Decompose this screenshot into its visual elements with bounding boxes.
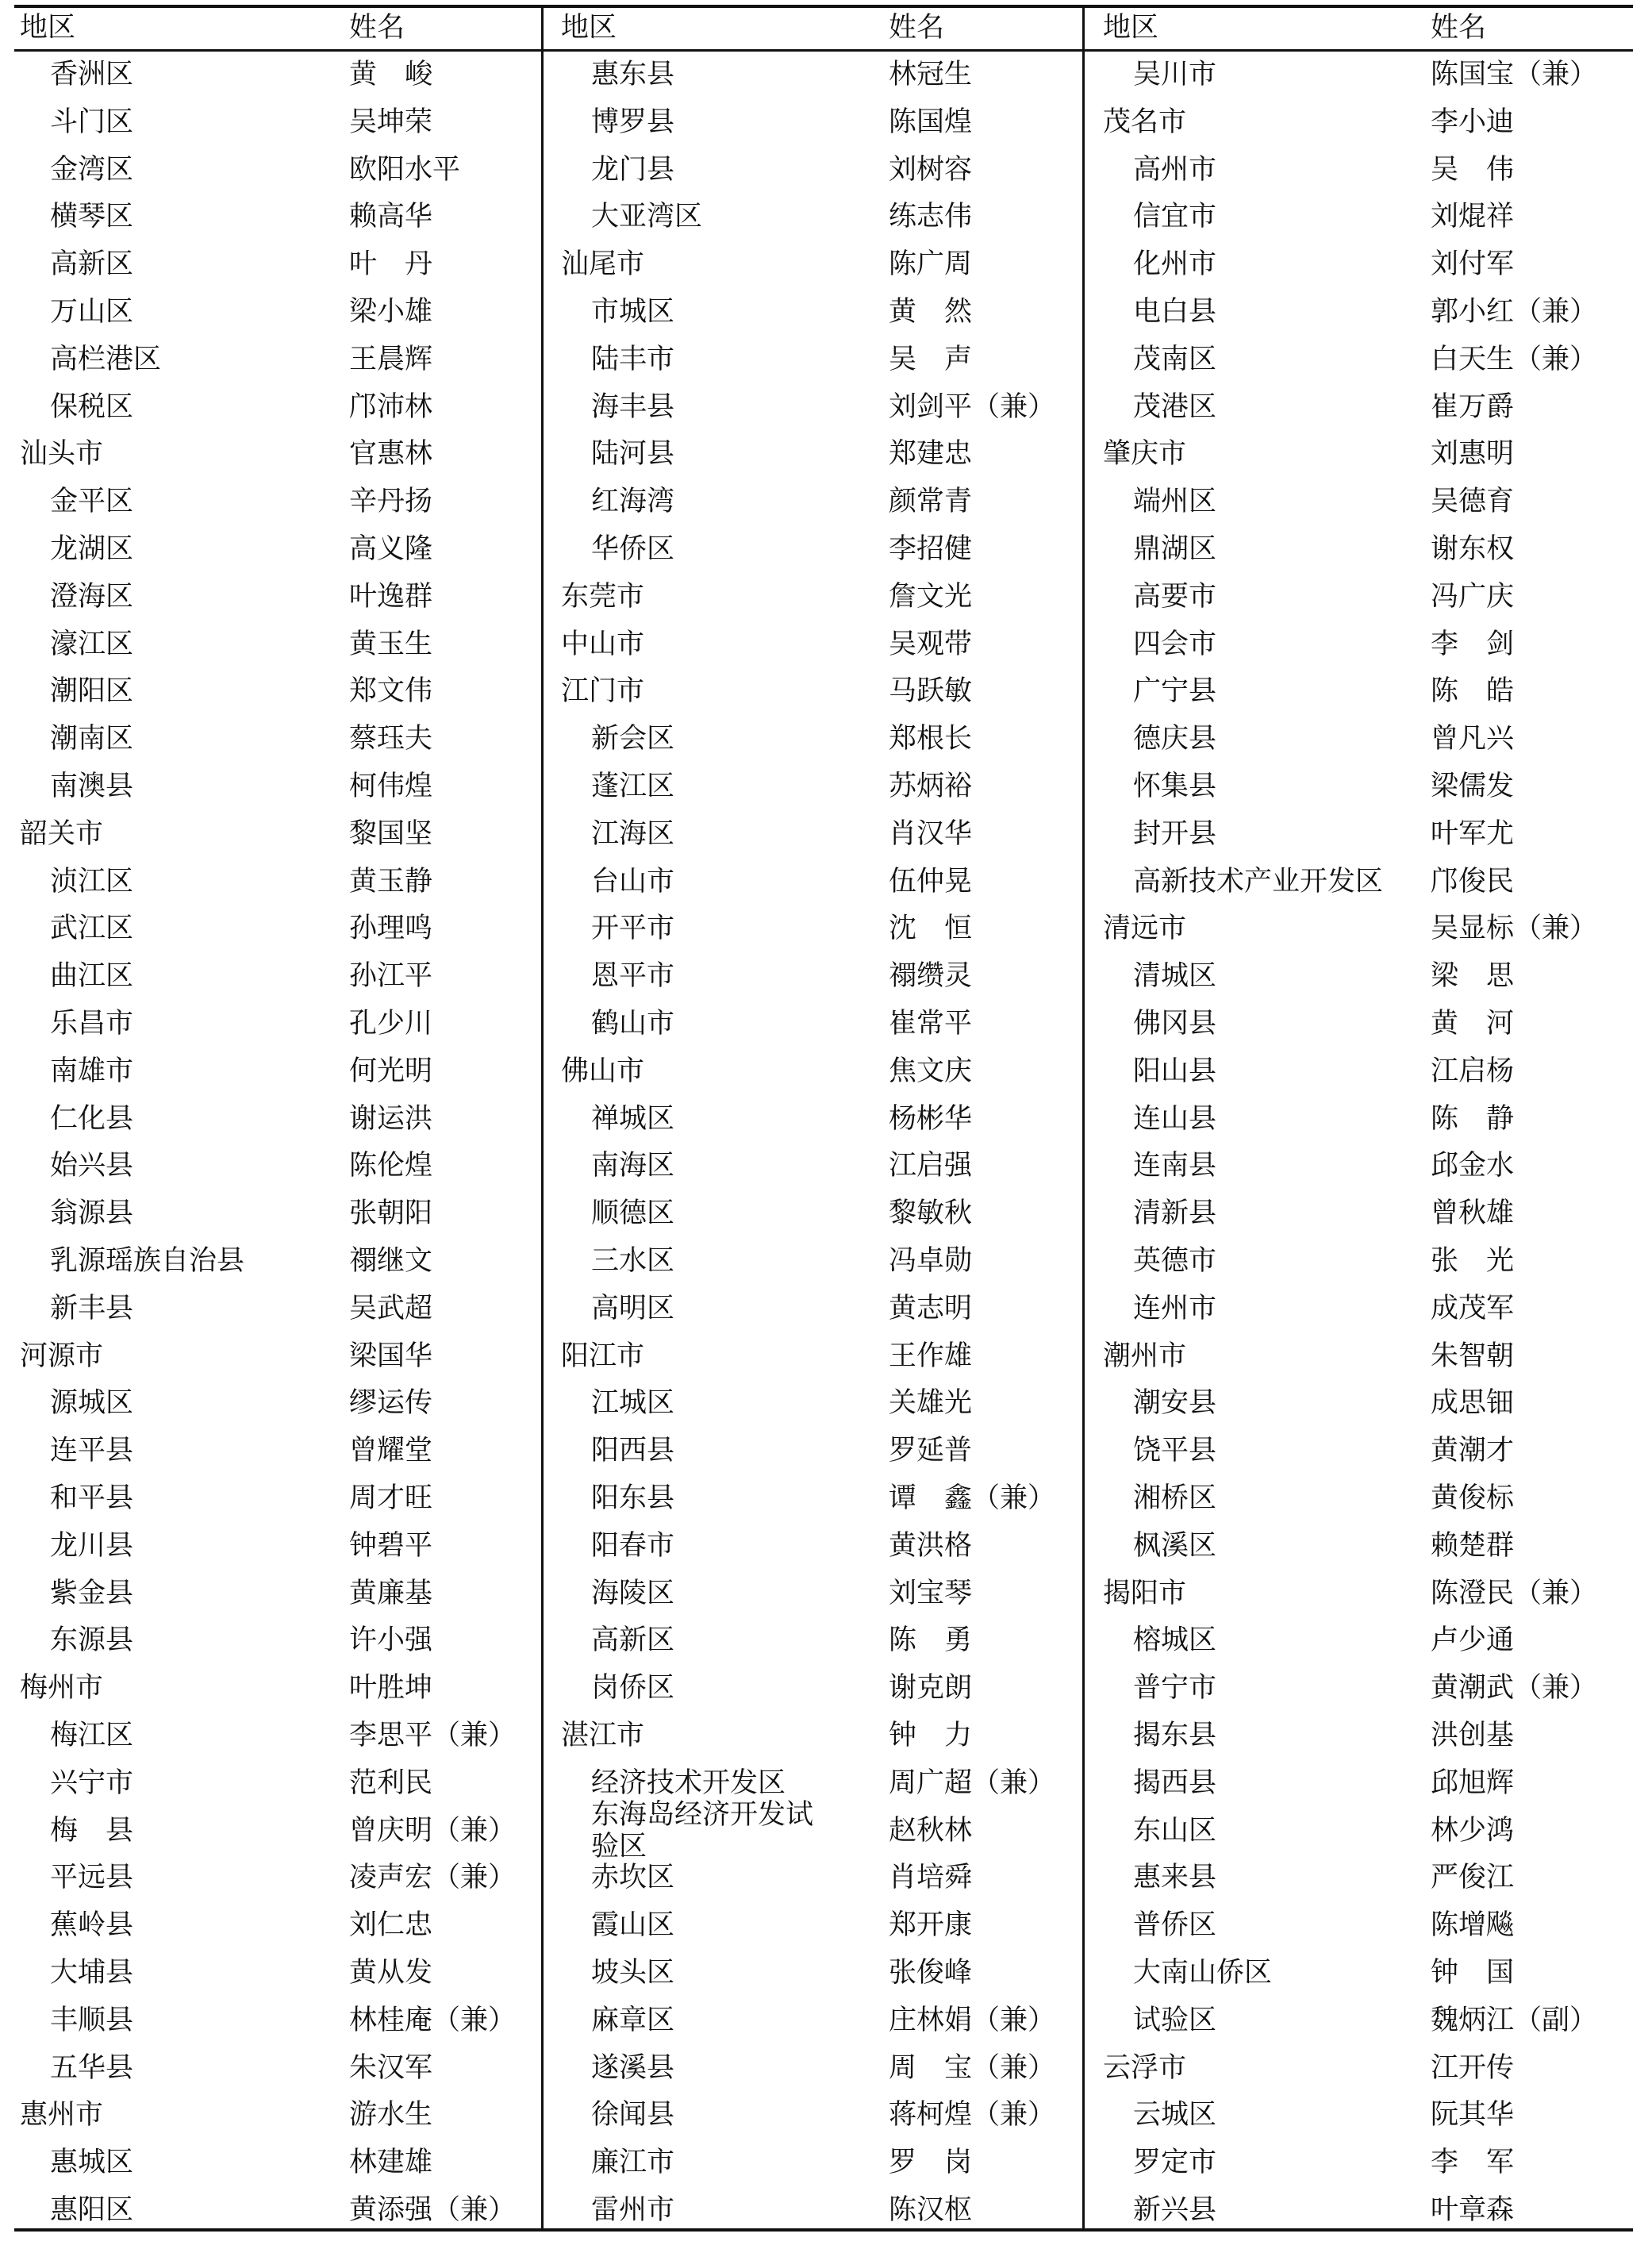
name-cell: 杨彬华: [889, 1102, 973, 1135]
region-cell: 大南山侨区: [1133, 1957, 1273, 1989]
name-cell: 王作雄: [889, 1340, 973, 1372]
region-cell: 高新区: [50, 248, 134, 281]
region-cell: 怀集县: [1133, 771, 1217, 802]
name-cell: 叶章森: [1431, 2194, 1515, 2226]
region-cell: 广宁县: [1133, 675, 1217, 708]
name-cell: 梁国华: [349, 1340, 433, 1372]
region-cell: 仁化县: [50, 1102, 134, 1135]
region-cell: 经济技术开发区: [591, 1766, 786, 1799]
region-cell: 阳江市: [561, 1340, 645, 1372]
region-cell: 四会市: [1133, 628, 1217, 660]
name-cell: 钟碧平: [349, 1529, 433, 1562]
name-cell: 陈广周: [889, 248, 973, 281]
region-cell: 中山市: [561, 628, 645, 660]
region-cell: 电白县: [1133, 296, 1217, 328]
name-cell: 郑开康: [889, 1909, 973, 1942]
name-cell: 崔常平: [889, 1008, 973, 1040]
name-cell: 林冠生: [889, 59, 973, 90]
region-cell: 汕尾市: [561, 248, 645, 281]
name-cell: 何光明: [349, 1055, 433, 1087]
name-cell: 黄 峻: [349, 59, 433, 90]
name-cell: 李思平（兼）: [349, 1720, 517, 1751]
region-cell: 陆河县: [591, 438, 675, 471]
name-cell: 朱智朝: [1431, 1340, 1515, 1372]
name-cell: 许小强: [349, 1624, 433, 1657]
region-cell: 高明区: [591, 1292, 675, 1324]
region-cell: 高栏港区: [50, 343, 162, 375]
region-cell: 惠阳区: [50, 2194, 134, 2226]
region-cell: 蕉岭县: [50, 1909, 134, 1942]
name-cell: 陈汉枢: [889, 2194, 973, 2226]
name-cell: 欧阳水平: [349, 153, 461, 186]
name-cell: 蒋柯煌（兼）: [889, 2099, 1056, 2132]
name-cell: 刘宝琴: [889, 1577, 973, 1609]
region-cell: 新会区: [591, 723, 675, 755]
name-cell: 黄潮武（兼）: [1431, 1672, 1598, 1705]
region-cell: 开平市: [591, 913, 675, 945]
name-cell: 陈国宝（兼）: [1431, 59, 1598, 90]
header-name: 姓名: [349, 12, 405, 44]
region-cell: 武江区: [50, 913, 134, 945]
name-cell: 江开传: [1431, 2051, 1515, 2084]
region-cell: 平远县: [50, 1862, 134, 1894]
region-cell: 南海区: [591, 1150, 675, 1182]
name-cell: 江启强: [889, 1150, 973, 1182]
name-cell: 辛丹扬: [349, 486, 433, 518]
name-cell: 叶胜坤: [349, 1672, 433, 1705]
region-cell: 潮南区: [50, 723, 134, 755]
region-cell: 湘桥区: [1133, 1482, 1217, 1514]
name-cell: 黄从发: [349, 1957, 433, 1989]
name-cell: 马跃敏: [889, 675, 973, 708]
column-divider: [1082, 5, 1085, 2232]
region-cell: 韶关市: [20, 817, 104, 850]
region-cell: 端州区: [1133, 486, 1217, 518]
name-cell: 邝俊民: [1431, 865, 1515, 898]
name-cell: 钟 国: [1431, 1957, 1515, 1989]
region-cell: 普侨区: [1133, 1909, 1217, 1942]
region-cell: 金湾区: [50, 153, 134, 186]
region-cell: 鼎湖区: [1133, 533, 1217, 565]
name-cell: 刘惠明: [1431, 438, 1515, 471]
region-cell: 潮安县: [1133, 1387, 1217, 1420]
name-cell: 吴显标（兼）: [1431, 913, 1598, 945]
name-cell: 官惠林: [349, 438, 433, 471]
name-cell: 肖培舜: [889, 1862, 973, 1894]
region-cell: 翁源县: [50, 1197, 134, 1230]
region-cell: 岗侨区: [591, 1672, 675, 1705]
name-cell: 吴观带: [889, 628, 973, 660]
region-cell: 饶平县: [1133, 1435, 1217, 1467]
name-cell: 林少鸿: [1431, 1814, 1515, 1847]
table-top-rule: [14, 5, 1633, 8]
name-cell: 刘剑平（兼）: [889, 390, 1056, 423]
name-cell: 谢运洪: [349, 1102, 433, 1135]
name-cell: 陈 皓: [1431, 675, 1515, 708]
name-cell: 肖汉华: [889, 817, 973, 850]
name-cell: 黄潮才: [1431, 1435, 1515, 1467]
region-cell: 源城区: [50, 1387, 134, 1420]
name-cell: 焦文庆: [889, 1055, 973, 1087]
region-cell: 罗定市: [1133, 2147, 1217, 2179]
region-cell: 徐闻县: [591, 2099, 675, 2132]
name-cell: 李小迪: [1431, 106, 1515, 138]
name-cell: 缪运传: [349, 1387, 433, 1420]
name-cell: 崔万爵: [1431, 390, 1515, 423]
name-cell: 詹文光: [889, 580, 973, 613]
header-name: 姓名: [1431, 12, 1487, 44]
region-cell: 汕头市: [20, 438, 104, 471]
region-cell: 赤坎区: [591, 1862, 675, 1894]
region-cell: 红海湾: [591, 486, 675, 518]
region-cell: 禅城区: [591, 1102, 675, 1135]
name-cell: 柯伟煌: [349, 771, 433, 802]
name-cell: 林桂庵（兼）: [349, 2004, 517, 2036]
name-cell: 罗 岗: [889, 2147, 973, 2179]
name-cell: 陈澄民（兼）: [1431, 1577, 1598, 1609]
name-cell: 郑建忠: [889, 438, 973, 471]
name-cell: 洪创基: [1431, 1720, 1515, 1751]
region-cell: 横琴区: [50, 201, 134, 233]
name-cell: 黄玉生: [349, 628, 433, 660]
region-cell: 揭阳市: [1103, 1577, 1187, 1609]
region-cell: 普宁市: [1133, 1672, 1217, 1705]
region-cell: 澄海区: [50, 580, 134, 613]
name-cell: 吴坤荣: [349, 106, 433, 138]
name-cell: 陈伦煌: [349, 1150, 433, 1182]
region-cell: 揭东县: [1133, 1720, 1217, 1751]
region-cell: 阳山县: [1133, 1055, 1217, 1087]
name-cell: 陈增飚: [1431, 1909, 1515, 1942]
region-cell: 始兴县: [50, 1150, 134, 1182]
region-cell: 雷州市: [591, 2194, 675, 2226]
name-cell: 李 军: [1431, 2147, 1515, 2179]
name-cell: 庄林娟（兼）: [889, 2004, 1056, 2036]
region-cell: 霞山区: [591, 1909, 675, 1942]
region-cell: 河源市: [20, 1340, 104, 1372]
region-cell: 化州市: [1133, 248, 1217, 281]
name-cell: 梁小雄: [349, 296, 433, 328]
region-cell: 新兴县: [1133, 2194, 1217, 2226]
name-cell: 蔡珏夫: [349, 723, 433, 755]
name-cell: 刘付军: [1431, 248, 1515, 281]
name-cell: 沈 恒: [889, 913, 973, 945]
name-cell: 刘焜祥: [1431, 201, 1515, 233]
region-cell: 兴宁市: [50, 1766, 134, 1799]
name-cell: 吴武超: [349, 1292, 433, 1324]
name-cell: 梁儒发: [1431, 771, 1515, 802]
region-cell: 佛山市: [561, 1055, 645, 1087]
region-cell: 德庆县: [1133, 723, 1217, 755]
region-cell: 茂名市: [1103, 106, 1187, 138]
name-cell: 周才旺: [349, 1482, 433, 1514]
region-cell: 榕城区: [1133, 1624, 1217, 1657]
region-cell: 曲江区: [50, 960, 134, 993]
name-cell: 叶 丹: [349, 248, 433, 281]
header-region: 地区: [1103, 12, 1159, 44]
name-cell: 孙江平: [349, 960, 433, 993]
name-cell: 高义隆: [349, 533, 433, 565]
region-cell: 茂港区: [1133, 390, 1217, 423]
region-cell: 阳东县: [591, 1482, 675, 1514]
region-cell: 东莞市: [561, 580, 645, 613]
name-cell: 郑根长: [889, 723, 973, 755]
name-cell: 严俊江: [1431, 1862, 1515, 1894]
region-cell: 龙湖区: [50, 533, 134, 565]
region-cell: 连平县: [50, 1435, 134, 1467]
header-region: 地区: [20, 12, 76, 44]
region-cell: 大埔县: [50, 1957, 134, 1989]
name-cell: 谢克朗: [889, 1672, 973, 1705]
region-cell: 连南县: [1133, 1150, 1217, 1182]
name-cell: 赵秋林: [889, 1814, 973, 1847]
name-cell: 曾庆明（兼）: [349, 1814, 517, 1847]
region-cell: 海丰县: [591, 390, 675, 423]
name-cell: 孙理鸣: [349, 913, 433, 945]
name-cell: 周广超（兼）: [889, 1766, 1056, 1799]
name-cell: 李 剑: [1431, 628, 1515, 660]
region-cell: 惠来县: [1133, 1862, 1217, 1894]
header-region: 地区: [561, 12, 617, 44]
name-cell: 成茂军: [1431, 1292, 1515, 1324]
name-cell: 冯卓勋: [889, 1245, 973, 1277]
name-cell: 吴 声: [889, 343, 973, 375]
name-cell: 曾凡兴: [1431, 723, 1515, 755]
region-cell: 金平区: [50, 486, 134, 518]
region-cell: 佛冈县: [1133, 1008, 1217, 1040]
name-cell: 张 光: [1431, 1245, 1515, 1277]
name-cell: 白天生（兼）: [1431, 343, 1598, 375]
region-cell: 信宜市: [1133, 201, 1217, 233]
name-cell: 练志伟: [889, 201, 973, 233]
name-cell: 卢少通: [1431, 1624, 1515, 1657]
region-cell: 惠城区: [50, 2147, 134, 2179]
name-cell: 张俊峰: [889, 1957, 973, 1989]
region-cell: 龙川县: [50, 1529, 134, 1562]
name-cell: 陈 静: [1431, 1102, 1515, 1135]
name-cell: 孔少川: [349, 1008, 433, 1040]
region-cell: 濠江区: [50, 628, 134, 660]
region-cell: 吴川市: [1133, 59, 1217, 90]
region-cell: 市城区: [591, 296, 675, 328]
region-cell: 江海区: [591, 817, 675, 850]
region-cell: 万山区: [50, 296, 134, 328]
region-cell: 潮阳区: [50, 675, 134, 708]
region-cell: 惠州市: [20, 2099, 104, 2132]
name-cell: 刘仁忠: [349, 1909, 433, 1942]
region-cell: 大亚湾区: [591, 201, 703, 233]
region-cell: 茂南区: [1133, 343, 1217, 375]
name-cell: 钟 力: [889, 1720, 973, 1751]
name-cell: 苏炳裕: [889, 771, 973, 802]
table-header-rule: [14, 49, 1633, 52]
region-cell: 江门市: [561, 675, 645, 708]
region-cell: 东山区: [1133, 1814, 1217, 1847]
region-cell: 阳春市: [591, 1529, 675, 1562]
region-cell: 博罗县: [591, 106, 675, 138]
region-cell: 连山县: [1133, 1102, 1217, 1135]
name-cell: 吴 伟: [1431, 153, 1515, 186]
name-cell: 郭小红（兼）: [1431, 296, 1598, 328]
region-cell: 揭西县: [1133, 1766, 1217, 1799]
region-cell: 英德市: [1133, 1245, 1217, 1277]
region-cell: 高新区: [591, 1624, 675, 1657]
name-cell: 黎国坚: [349, 817, 433, 850]
column-divider: [541, 5, 544, 2232]
region-cell: 丰顺县: [50, 2004, 134, 2036]
name-cell: 陈 勇: [889, 1624, 973, 1657]
region-cell: 高州市: [1133, 153, 1217, 186]
region-cell: 蓬江区: [591, 771, 675, 802]
region-cell: 顺德区: [591, 1197, 675, 1230]
name-cell: 黄 河: [1431, 1008, 1515, 1040]
region-cell: 潮州市: [1103, 1340, 1187, 1372]
table-bottom-rule: [14, 2228, 1633, 2232]
region-cell: 龙门县: [591, 153, 675, 186]
region-cell: 封开县: [1133, 817, 1217, 850]
region-cell: 浈江区: [50, 865, 134, 898]
region-cell: 和平县: [50, 1482, 134, 1514]
region-cell: 恩平市: [591, 960, 675, 993]
name-cell: 张朝阳: [349, 1197, 433, 1230]
name-cell: 朱汉军: [349, 2051, 433, 2084]
region-cell: 五华县: [50, 2051, 134, 2084]
region-cell: 高要市: [1133, 580, 1217, 613]
region-cell: 江城区: [591, 1387, 675, 1420]
name-cell: 赖高华: [349, 201, 433, 233]
region-cell: 梅 县: [50, 1814, 134, 1847]
name-cell: 黄洪格: [889, 1529, 973, 1562]
name-cell: 范利民: [349, 1766, 433, 1799]
region-cell: 廉江市: [591, 2147, 675, 2179]
region-cell: 乐昌市: [50, 1008, 134, 1040]
region-cell: 云浮市: [1103, 2051, 1187, 2084]
region-cell: 枫溪区: [1133, 1529, 1217, 1562]
region-cell: 清远市: [1103, 913, 1187, 945]
region-cell: 坡头区: [591, 1957, 675, 1989]
region-cell: 梅江区: [50, 1720, 134, 1751]
name-cell: 伍仲晃: [889, 865, 973, 898]
name-cell: 黄志明: [889, 1292, 973, 1324]
region-cell: 遂溪县: [591, 2051, 675, 2084]
region-cell: 东海岛经济开发试验区: [591, 1798, 814, 1863]
name-cell: 叶军尤: [1431, 817, 1515, 850]
region-cell: 台山市: [591, 865, 675, 898]
region-cell: 鹤山市: [591, 1008, 675, 1040]
name-cell: 阮其华: [1431, 2099, 1515, 2132]
name-cell: 黄添强（兼）: [349, 2194, 517, 2226]
name-cell: 凌声宏（兼）: [349, 1862, 517, 1894]
name-cell: 吴德育: [1431, 486, 1515, 518]
name-cell: 谢东权: [1431, 533, 1515, 565]
region-cell: 云城区: [1133, 2099, 1217, 2132]
region-cell: 乳源瑶族自治县: [50, 1245, 245, 1277]
name-cell: 成思钿: [1431, 1387, 1515, 1420]
region-cell: 斗门区: [50, 106, 134, 138]
region-cell: 紫金县: [50, 1577, 134, 1609]
region-cell: 三水区: [591, 1245, 675, 1277]
region-cell: 高新技术产业开发区: [1133, 865, 1384, 898]
region-cell: 麻章区: [591, 2004, 675, 2036]
region-cell: 清新县: [1133, 1197, 1217, 1230]
region-cell: 南澳县: [50, 771, 134, 802]
name-cell: 禤继文: [349, 1245, 433, 1277]
name-cell: 梁 思: [1431, 960, 1515, 993]
region-cell: 惠东县: [591, 59, 675, 90]
region-cell: 南雄市: [50, 1055, 134, 1087]
name-cell: 周 宝（兼）: [889, 2051, 1056, 2084]
region-cell: 清城区: [1133, 960, 1217, 993]
name-cell: 关雄光: [889, 1387, 973, 1420]
name-cell: 魏炳江（副）: [1431, 2004, 1598, 2036]
region-cell: 华侨区: [591, 533, 675, 565]
region-cell: 海陵区: [591, 1577, 675, 1609]
name-cell: 禤缵灵: [889, 960, 973, 993]
name-cell: 邱旭辉: [1431, 1766, 1515, 1799]
header-name: 姓名: [889, 12, 945, 44]
name-cell: 邱金水: [1431, 1150, 1515, 1182]
name-cell: 王晨辉: [349, 343, 433, 375]
name-cell: 林建雄: [349, 2147, 433, 2179]
name-cell: 黄 然: [889, 296, 973, 328]
name-cell: 黄廉基: [349, 1577, 433, 1609]
region-cell: 湛江市: [561, 1720, 645, 1751]
name-cell: 陈国煌: [889, 106, 973, 138]
name-cell: 郑文伟: [349, 675, 433, 708]
name-cell: 刘树容: [889, 153, 973, 186]
region-cell: 梅州市: [20, 1672, 104, 1705]
region-cell: 阳西县: [591, 1435, 675, 1467]
name-cell: 黄玉静: [349, 865, 433, 898]
name-cell: 江启杨: [1431, 1055, 1515, 1087]
region-cell: 肇庆市: [1103, 438, 1187, 471]
name-cell: 黎敏秋: [889, 1197, 973, 1230]
region-cell: 保税区: [50, 390, 134, 423]
name-cell: 黄俊标: [1431, 1482, 1515, 1514]
region-cell: 陆丰市: [591, 343, 675, 375]
region-cell: 新丰县: [50, 1292, 134, 1324]
name-cell: 冯广庆: [1431, 580, 1515, 613]
name-cell: 赖楚群: [1431, 1529, 1515, 1562]
name-cell: 叶逸群: [349, 580, 433, 613]
name-cell: 邝沛林: [349, 390, 433, 423]
region-cell: 香洲区: [50, 59, 134, 90]
name-cell: 颜常青: [889, 486, 973, 518]
region-cell: 连州市: [1133, 1292, 1217, 1324]
name-cell: 李招健: [889, 533, 973, 565]
name-cell: 曾耀堂: [349, 1435, 433, 1467]
region-cell: 东源县: [50, 1624, 134, 1657]
region-cell: 试验区: [1133, 2004, 1217, 2036]
name-cell: 谭 鑫（兼）: [889, 1482, 1056, 1514]
name-cell: 游水生: [349, 2099, 433, 2132]
name-cell: 曾秋雄: [1431, 1197, 1515, 1230]
name-cell: 罗延普: [889, 1435, 973, 1467]
